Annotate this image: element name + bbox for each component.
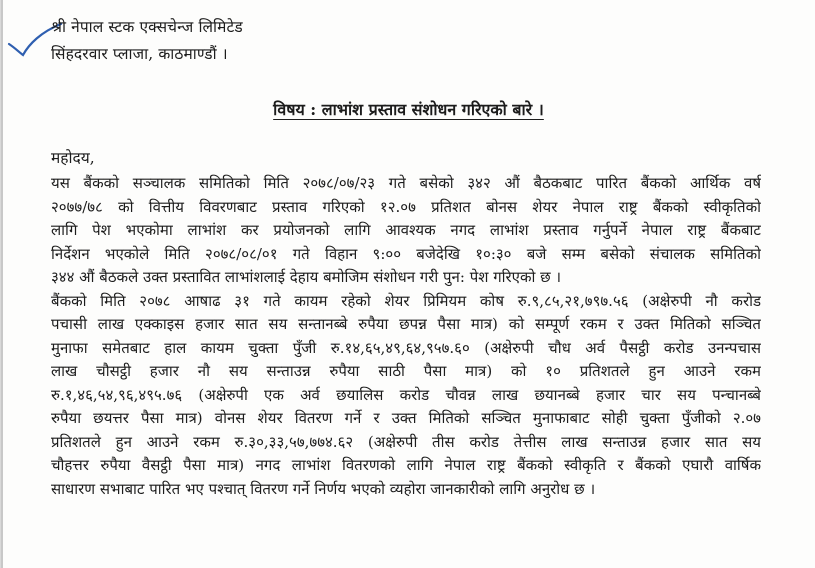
paragraph-line: साधारण सभाबाट पारित भए पश्चात् वितरण गर्ने निर्णय भएको व्यहोरा जानकारीको लागि अनुरोध छ । — [51, 479, 596, 498]
paragraph-line: लागि पेश भएकोमा लाभांश कर प्रयोजनको लागि आवश्यक नगद लाभांश प्रस्ताव गर्नुपर्ने नेपाल राष्ट्र बैंकबाट — [51, 221, 761, 239]
paragraph-line: निर्देशन भएकोले मिति २०७८/०८/०१ गते विहान ९:०० बजेदेखि १०:३० बजे सम्म बसेको संचालक समितिको — [51, 244, 761, 263]
paragraph-line: बैंकको मिति २०७८ आषाढ ३१ गते कायम रहेको शेयर प्रिमियम कोष रु.९,८५,२१,७९७.५६ (अक्षेरुपी नौ करोड — [51, 291, 761, 310]
addressee-address: सिंहदरवार प्लाजा, काठमाण्डौं । — [51, 45, 228, 63]
addressee-name: श्री नेपाल स्टक एक्सचेन्ज लिमिटेड — [51, 18, 243, 36]
salutation: महोदय, — [51, 149, 95, 167]
page-edge-divider — [1, 0, 3, 568]
paragraph-line: रुपैया छयत्तर पैसा मात्र) वोनस शेयर वितरण गर्ने र उक्त मितिको सञ्चित मुनाफाबाट सोही चुक्ता पुँजीको २.०७ — [51, 409, 761, 427]
paragraph-1 — [51, 172, 761, 290]
paragraph-line: यस बैंकको सञ्चालक समितिको मिति २०७८/०७/२३ गते बसेको ३४२ औं बैठकबाट पारित बैंकको आर्थिक वर्ष — [51, 174, 761, 192]
paragraph-line: २०७७/७८ को वित्तीय विवरणबाट प्रस्ताव गरिएको १२.०७ प्रतिशत बोनस शेयर नेपाल राष्ट्र बैंकको स्वीकृतिको — [51, 197, 761, 216]
subject-text: विषय : लाभांश प्रस्ताव संशोधन गरिएको बारे । — [273, 100, 544, 119]
subject-line — [1, 98, 815, 120]
paragraph-line: पचासी लाख एक्काइस हजार सात सय सन्तानब्बे रुपैया छपन्न पैसा मात्र) को सम्पूर्ण रकम र उक्त मितिको सञ्चित — [51, 315, 761, 333]
paragraph-line: प्रतिशतले हुन आउने रकम रु.३०,३३,५७,७७४.६२ (अक्षेरुपी तीस करोड तेत्तीस लाख सन्ताउन्न हजार सात सय — [51, 432, 761, 451]
paragraph-line: मुनाफा समेतबाट हाल कायम चुक्ता पुँजी रु.१४,६५,४९,६४,९५७.६० (अक्षेरुपी चौध अर्व पैसट्ठी करोड उनन्पचास — [51, 338, 761, 357]
letter-body — [51, 172, 761, 501]
addressee-block — [51, 14, 243, 68]
paragraph-line: रु.१,४६,५४,९६,४९५.७६ (अक्षेरुपी एक अर्व छयालिस करोड चौवन्न लाख छयानब्बे हजार चार सय पन्चानब्बे — [51, 385, 761, 404]
paragraph-line: लाख चौसट्ठी हजार नौ सय सन्ताउन्न रुपैया साठी पैसा मात्र) को १० प्रतिशतले हुन आउने रकम — [51, 362, 761, 380]
paragraph-2 — [51, 290, 761, 502]
paragraph-line: ३४४ औं बैठकले उक्त प्रस्तावित लाभांशलाई देहाय बमोजिम संशोधन गरी पुन: पेश गरिएको छ । — [51, 268, 562, 286]
paragraph-line: चौहत्तर रुपैया वैसट्ठी पैसा मात्र) नगद लाभांश वितरणको लागि नेपाल राष्ट्र बैंकको स्वीकृति र बैंकको एघारौ वार्षिक — [51, 456, 761, 474]
